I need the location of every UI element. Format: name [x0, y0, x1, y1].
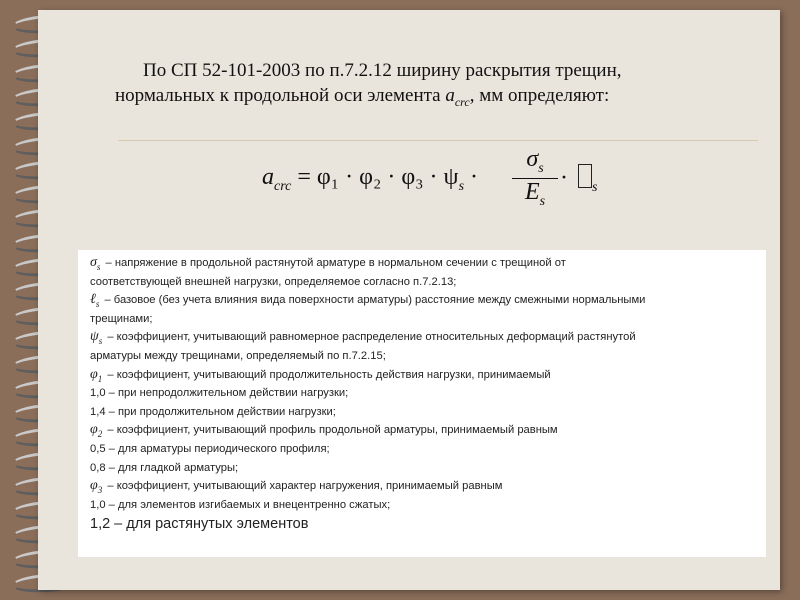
- definition-text: – коэффициент, учитывающий равномерное распределение относительных деформаций растянутой: [104, 331, 636, 344]
- definition-symbol-char: φ: [90, 366, 98, 382]
- definition-text: – базовое (без учета влияния вида поверхности арматуры) расстояние между смежными нормальными: [101, 294, 646, 307]
- definition-symbol-char: φ: [90, 422, 98, 438]
- definition-text: 0,8 – для гладкой арматуры;: [90, 461, 239, 474]
- definition-line: [90, 254, 762, 273]
- heading-line-2-text: нормальных к продольной оси элемента: [115, 85, 446, 106]
- definition-line: [90, 384, 762, 403]
- definition-last-line: 1,2 – для растянутых элементов: [90, 516, 309, 533]
- definition-symbol-subscript: s: [96, 261, 101, 272]
- definition-line: [90, 273, 762, 292]
- definition-text: 1,4 – при продолжительном действии нагрузки;: [90, 405, 336, 418]
- numerator-symbol: σ: [526, 146, 539, 172]
- heading-variable-subscript: crc: [454, 94, 470, 109]
- definition-text: 0,5 – для арматуры периодического профиля;: [90, 442, 330, 455]
- definitions-panel: [78, 250, 766, 557]
- heading-line-2: [115, 85, 610, 109]
- definition-text: – коэффициент, учитывающий профиль продольной арматуры, принимаемый равным: [104, 424, 558, 437]
- formula-psi-subscript: s: [458, 178, 465, 194]
- definition-text: – напряжение в продольной растянутой арматуре в нормальном сечении с трещиной от: [102, 257, 566, 269]
- numerator-subscript: s: [538, 160, 544, 176]
- formula-lhs-subscript: crc: [274, 178, 292, 194]
- denominator-symbol: E: [524, 178, 540, 205]
- definition-line: [90, 291, 762, 310]
- definition-symbol: [90, 329, 103, 347]
- definition-text: 1,0 – для элементов изгибаемых и внецентренно сжатых;: [90, 498, 391, 511]
- definition-symbol-subscript: s: [98, 336, 103, 347]
- definition-text: 1,0 – при непродолжительном действии нагрузки;: [90, 387, 349, 400]
- definition-symbol-subscript: 1: [97, 373, 103, 384]
- definition-line: [90, 347, 762, 366]
- definition-line: [90, 459, 762, 478]
- formula-tail: [560, 164, 597, 196]
- fraction-numerator: [512, 146, 558, 179]
- fraction-denominator: [512, 179, 558, 210]
- definition-symbol: [90, 255, 100, 270]
- definitions-list: [90, 254, 762, 534]
- formula-tail-dot: ·: [560, 165, 574, 191]
- definition-line: [90, 440, 762, 459]
- definition-text: – коэффициент, учитывающий продолжительность действия нагрузки, принимаемый: [104, 368, 551, 381]
- definition-line: [90, 477, 762, 496]
- definition-line: [90, 366, 762, 385]
- heading-line-2-end: , мм определяют:: [469, 85, 610, 106]
- definition-line: [90, 403, 762, 422]
- denominator-subscript: s: [539, 193, 546, 209]
- heading-variable: a: [445, 85, 455, 106]
- formula-left: [262, 164, 478, 195]
- definition-symbol-char: ℓ: [90, 292, 96, 308]
- definition-symbol-char: ψ: [90, 329, 99, 345]
- heading-line-1: По СП 52-101-2003 по п.7.2.12 ширину раскрытия трещин,: [143, 60, 622, 81]
- formula-coefficients: = φ₁ · φ₂ · φ₃ · ψ: [291, 164, 459, 190]
- definition-symbol: [90, 478, 102, 493]
- definition-text: трещинами;: [90, 312, 153, 325]
- missing-glyph-box: [578, 164, 592, 188]
- definition-symbol: [90, 292, 99, 307]
- definition-line: [90, 421, 762, 440]
- page-heading: [115, 58, 755, 115]
- definition-symbol: [90, 422, 103, 440]
- definition-text: арматуры между трещинами, определяемый по п.7.2.15;: [90, 349, 386, 362]
- definition-line: [90, 496, 762, 515]
- definition-line: [90, 310, 762, 329]
- crack-width-formula: [262, 140, 662, 230]
- definition-text: соответствующей внешней нагрузки, определяемое согласно п.7.2.13;: [90, 275, 457, 288]
- definition-symbol-subscript: s: [95, 298, 100, 309]
- definition-symbol-subscript: 3: [97, 484, 103, 495]
- definition-text: – коэффициент, учитывающий характер нагружения, принимаемый равным: [104, 480, 503, 493]
- definition-symbol-char: σ: [90, 255, 97, 270]
- formula-tail-subscript: s: [592, 179, 598, 195]
- definition-line: [90, 328, 762, 347]
- formula-fraction: [512, 146, 558, 210]
- definition-symbol: [90, 367, 102, 382]
- formula-dot: ·: [464, 164, 479, 190]
- formula-lhs: a: [262, 164, 274, 190]
- definition-symbol-char: φ: [90, 478, 98, 494]
- definition-symbol-subscript: 2: [97, 429, 103, 440]
